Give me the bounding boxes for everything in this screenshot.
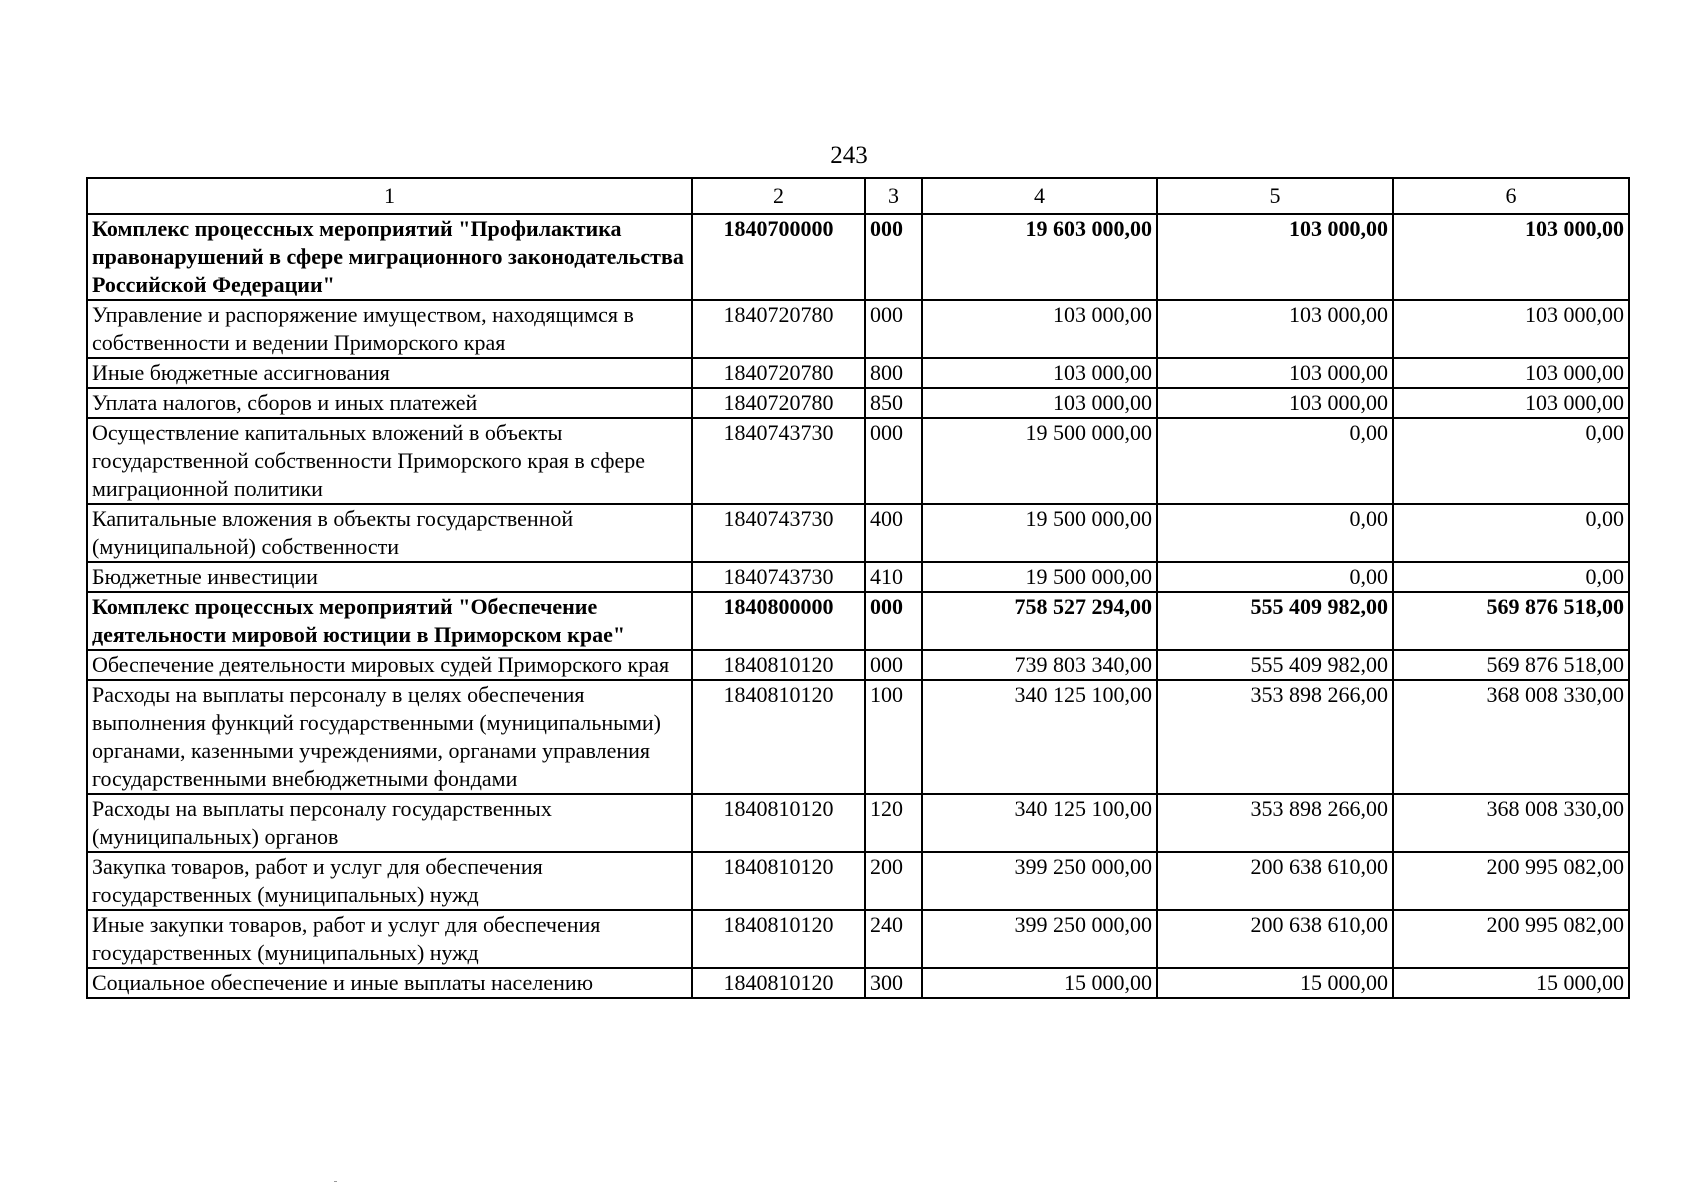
row-expense-type-cell: 400 <box>865 504 922 562</box>
row-code-cell: 1840720780 <box>692 358 865 388</box>
table-body <box>87 214 1629 998</box>
table-row <box>87 852 1629 910</box>
table-row <box>87 794 1629 852</box>
row-code-cell: 1840743730 <box>692 562 865 592</box>
row-name-cell: Комплекс процессных мероприятий "Обеспечение деятельности мировой юстиции в Приморском крае" <box>87 592 692 650</box>
row-code-cell: 1840720780 <box>692 300 865 358</box>
row-expense-type-cell: 850 <box>865 388 922 418</box>
column-header-3: 3 <box>865 178 922 214</box>
row-amount-col5-cell: 0,00 <box>1157 418 1393 504</box>
row-amount-col4-cell: 399 250 000,00 <box>922 852 1157 910</box>
column-header-1: 1 <box>87 178 692 214</box>
row-amount-col5-cell: 200 638 610,00 <box>1157 852 1393 910</box>
row-amount-col5-cell: 103 000,00 <box>1157 214 1393 300</box>
row-expense-type-cell: 000 <box>865 418 922 504</box>
table-row <box>87 910 1629 968</box>
row-expense-type-cell: 800 <box>865 358 922 388</box>
row-amount-col6-cell: 103 000,00 <box>1393 214 1629 300</box>
row-amount-col6-cell: 368 008 330,00 <box>1393 680 1629 794</box>
row-name-cell: Расходы на выплаты персоналу в целях обеспечения выполнения функций государственными (муниципальными) органами, казенными учреждениями, органами управления государственными внебюджетными фондами <box>87 680 692 794</box>
row-expense-type-cell: 240 <box>865 910 922 968</box>
row-name-cell: Иные закупки товаров, работ и услуг для обеспечения государственных (муниципальных) нужд <box>87 910 692 968</box>
row-expense-type-cell: 410 <box>865 562 922 592</box>
row-amount-col5-cell: 103 000,00 <box>1157 300 1393 358</box>
row-amount-col4-cell: 19 603 000,00 <box>922 214 1157 300</box>
row-amount-col5-cell: 555 409 982,00 <box>1157 650 1393 680</box>
header-row <box>87 178 1629 214</box>
row-code-cell: 1840810120 <box>692 910 865 968</box>
budget-table <box>86 177 1630 999</box>
row-name-cell: Управление и распоряжение имуществом, находящимся в собственности и ведении Приморского края <box>87 300 692 358</box>
table-row <box>87 680 1629 794</box>
row-code-cell: 1840810120 <box>692 680 865 794</box>
row-code-cell: 1840743730 <box>692 418 865 504</box>
row-amount-col6-cell: 0,00 <box>1393 418 1629 504</box>
row-code-cell: 1840700000 <box>692 214 865 300</box>
row-expense-type-cell: 000 <box>865 650 922 680</box>
table-row <box>87 504 1629 562</box>
table-row <box>87 418 1629 504</box>
page-number: 243 <box>830 142 868 169</box>
table-row <box>87 562 1629 592</box>
scan-speck <box>334 1181 337 1182</box>
row-name-cell: Капитальные вложения в объекты государственной (муниципальной) собственности <box>87 504 692 562</box>
row-name-cell: Комплекс процессных мероприятий "Профилактика правонарушений в сфере миграционного законодательства Российской Федерации" <box>87 214 692 300</box>
row-amount-col6-cell: 0,00 <box>1393 504 1629 562</box>
column-header-2: 2 <box>692 178 865 214</box>
row-code-cell: 1840810120 <box>692 968 865 998</box>
row-amount-col4-cell: 19 500 000,00 <box>922 562 1157 592</box>
table-row <box>87 214 1629 300</box>
row-amount-col6-cell: 15 000,00 <box>1393 968 1629 998</box>
row-name-cell: Обеспечение деятельности мировых судей Приморского края <box>87 650 692 680</box>
row-amount-col4-cell: 340 125 100,00 <box>922 680 1157 794</box>
row-amount-col5-cell: 15 000,00 <box>1157 968 1393 998</box>
column-header-4: 4 <box>922 178 1157 214</box>
row-code-cell: 1840720780 <box>692 388 865 418</box>
row-amount-col6-cell: 368 008 330,00 <box>1393 794 1629 852</box>
row-code-cell: 1840810120 <box>692 852 865 910</box>
table-row <box>87 592 1629 650</box>
column-header-5: 5 <box>1157 178 1393 214</box>
row-amount-col5-cell: 103 000,00 <box>1157 388 1393 418</box>
table-row <box>87 388 1629 418</box>
table-row <box>87 650 1629 680</box>
row-amount-col4-cell: 103 000,00 <box>922 388 1157 418</box>
row-name-cell: Бюджетные инвестиции <box>87 562 692 592</box>
row-amount-col6-cell: 103 000,00 <box>1393 388 1629 418</box>
row-code-cell: 1840810120 <box>692 650 865 680</box>
row-amount-col4-cell: 103 000,00 <box>922 358 1157 388</box>
row-amount-col6-cell: 103 000,00 <box>1393 358 1629 388</box>
row-code-cell: 1840810120 <box>692 794 865 852</box>
row-amount-col5-cell: 200 638 610,00 <box>1157 910 1393 968</box>
row-code-cell: 1840800000 <box>692 592 865 650</box>
row-amount-col5-cell: 0,00 <box>1157 504 1393 562</box>
row-amount-col4-cell: 399 250 000,00 <box>922 910 1157 968</box>
row-code-cell: 1840743730 <box>692 504 865 562</box>
row-amount-col4-cell: 15 000,00 <box>922 968 1157 998</box>
row-amount-col5-cell: 0,00 <box>1157 562 1393 592</box>
row-name-cell: Уплата налогов, сборов и иных платежей <box>87 388 692 418</box>
row-expense-type-cell: 120 <box>865 794 922 852</box>
row-expense-type-cell: 000 <box>865 300 922 358</box>
row-amount-col5-cell: 353 898 266,00 <box>1157 680 1393 794</box>
row-name-cell: Расходы на выплаты персоналу государственных (муниципальных) органов <box>87 794 692 852</box>
row-amount-col4-cell: 739 803 340,00 <box>922 650 1157 680</box>
row-name-cell: Осуществление капитальных вложений в объекты государственной собственности Приморского края в сфере миграционной политики <box>87 418 692 504</box>
row-expense-type-cell: 300 <box>865 968 922 998</box>
row-amount-col4-cell: 340 125 100,00 <box>922 794 1157 852</box>
row-name-cell: Социальное обеспечение и иные выплаты населению <box>87 968 692 998</box>
row-amount-col4-cell: 19 500 000,00 <box>922 418 1157 504</box>
row-amount-col6-cell: 103 000,00 <box>1393 300 1629 358</box>
table-row <box>87 358 1629 388</box>
row-expense-type-cell: 100 <box>865 680 922 794</box>
table-row <box>87 300 1629 358</box>
row-amount-col6-cell: 569 876 518,00 <box>1393 592 1629 650</box>
column-header-6: 6 <box>1393 178 1629 214</box>
row-expense-type-cell: 000 <box>865 214 922 300</box>
row-amount-col5-cell: 353 898 266,00 <box>1157 794 1393 852</box>
row-amount-col6-cell: 200 995 082,00 <box>1393 852 1629 910</box>
row-amount-col4-cell: 758 527 294,00 <box>922 592 1157 650</box>
row-amount-col5-cell: 555 409 982,00 <box>1157 592 1393 650</box>
row-expense-type-cell: 000 <box>865 592 922 650</box>
row-amount-col5-cell: 103 000,00 <box>1157 358 1393 388</box>
row-amount-col6-cell: 200 995 082,00 <box>1393 910 1629 968</box>
row-amount-col6-cell: 569 876 518,00 <box>1393 650 1629 680</box>
row-name-cell: Иные бюджетные ассигнования <box>87 358 692 388</box>
table-row <box>87 968 1629 998</box>
row-expense-type-cell: 200 <box>865 852 922 910</box>
row-amount-col4-cell: 19 500 000,00 <box>922 504 1157 562</box>
row-amount-col6-cell: 0,00 <box>1393 562 1629 592</box>
row-name-cell: Закупка товаров, работ и услуг для обеспечения государственных (муниципальных) нужд <box>87 852 692 910</box>
row-amount-col4-cell: 103 000,00 <box>922 300 1157 358</box>
